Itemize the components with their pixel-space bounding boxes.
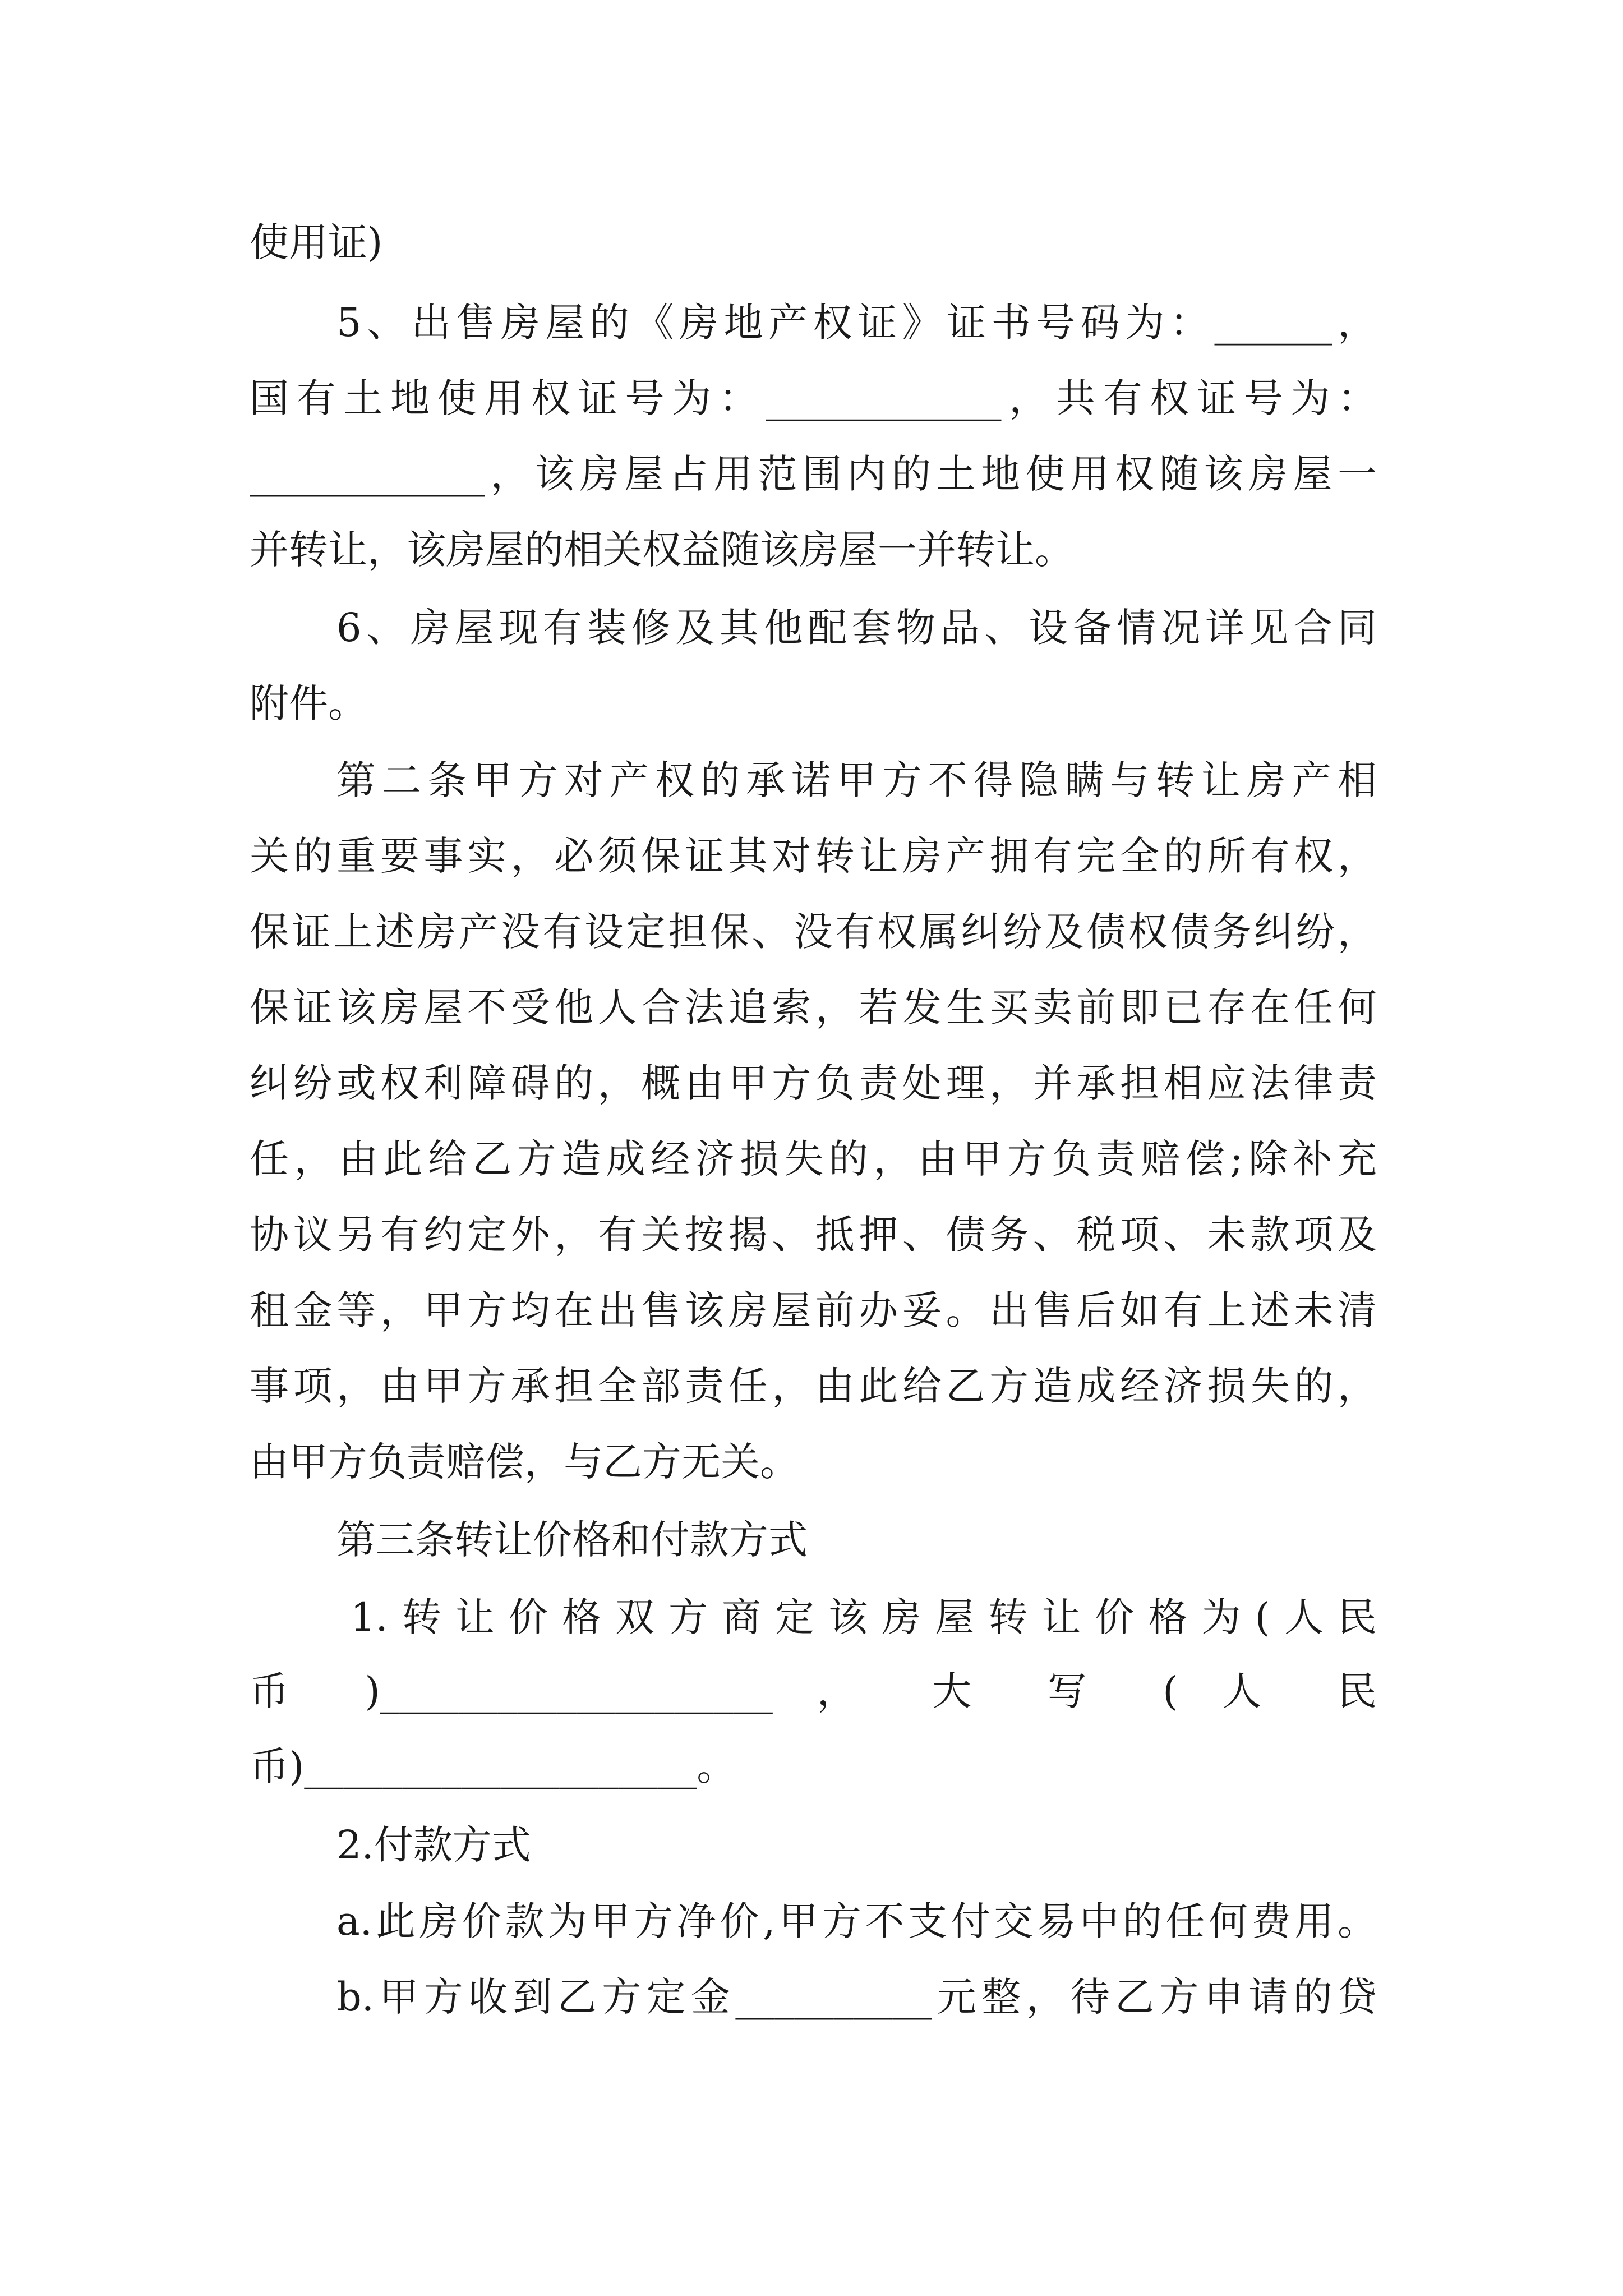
text-line-12: 纠纷或权利障碍的，概由甲方负责处理，并承担相应法律责 [250,1060,1377,1106]
text-line-23: a.此房价款为甲方净价,甲方不支付交易中的任何费用。 [336,1898,1377,1944]
text-line-19: 1.转让价格双方商定该房屋转让价格为(人民 [351,1594,1377,1640]
text-line-18: 第三条转让价格和付款方式 [336,1517,808,1563]
text-line-8: 第二条甲方对产权的承诺甲方不得隐瞒与转让房产相 [336,757,1377,803]
text-line-15: 租金等，甲方均在出售该房屋前办妥。出售后如有上述未清 [250,1287,1377,1333]
text-line-21: 币)____________________。 [250,1743,736,1789]
text-line-9: 关的重要事实，必须保证其对转让房产拥有完全的所有权， [250,833,1377,879]
text-line-7: 附件。 [250,680,367,726]
text-line-10: 保证上述房产没有设定担保、没有权属纠纷及债权债务纠纷， [250,909,1377,955]
text-line-1: 使用证) [250,219,383,265]
text-line-13: 任，由此给乙方造成经济损失的，由甲方负责赔偿;除补充 [250,1136,1377,1182]
text-line-16: 事项，由甲方承担全部责任，由此给乙方造成经济损失的， [250,1363,1377,1409]
text-line-11: 保证该房屋不受他人合法追索，若发生买卖前即已存在任何 [250,984,1377,1030]
text-line-4: ____________，该房屋占用范围内的土地使用权随该房屋一 [250,451,1377,497]
text-line-14: 协议另有约定外，有关按揭、抵押、债务、税项、未款项及 [250,1212,1377,1258]
text-line-5: 并转让，该房屋的相关权益随该房屋一并转让。 [250,527,1074,573]
text-line-20: 币 )____________________ ， 大 写 ( 人 民 [250,1668,1377,1714]
text-line-24: b.甲方收到乙方定金__________元整，待乙方申请的贷 [336,1974,1377,2020]
text-line-3: 国有土地使用权证号为：____________，共有权证号为： [250,375,1377,421]
text-line-17: 由甲方负责赔偿，与乙方无关。 [250,1439,799,1485]
text-line-22: 2.付款方式 [336,1822,531,1868]
text-line-2: 5、出售房屋的《房地产权证》证书号码为：______， [336,300,1377,346]
text-line-6: 6、房屋现有装修及其他配套物品、设备情况详见合同 [336,605,1377,651]
